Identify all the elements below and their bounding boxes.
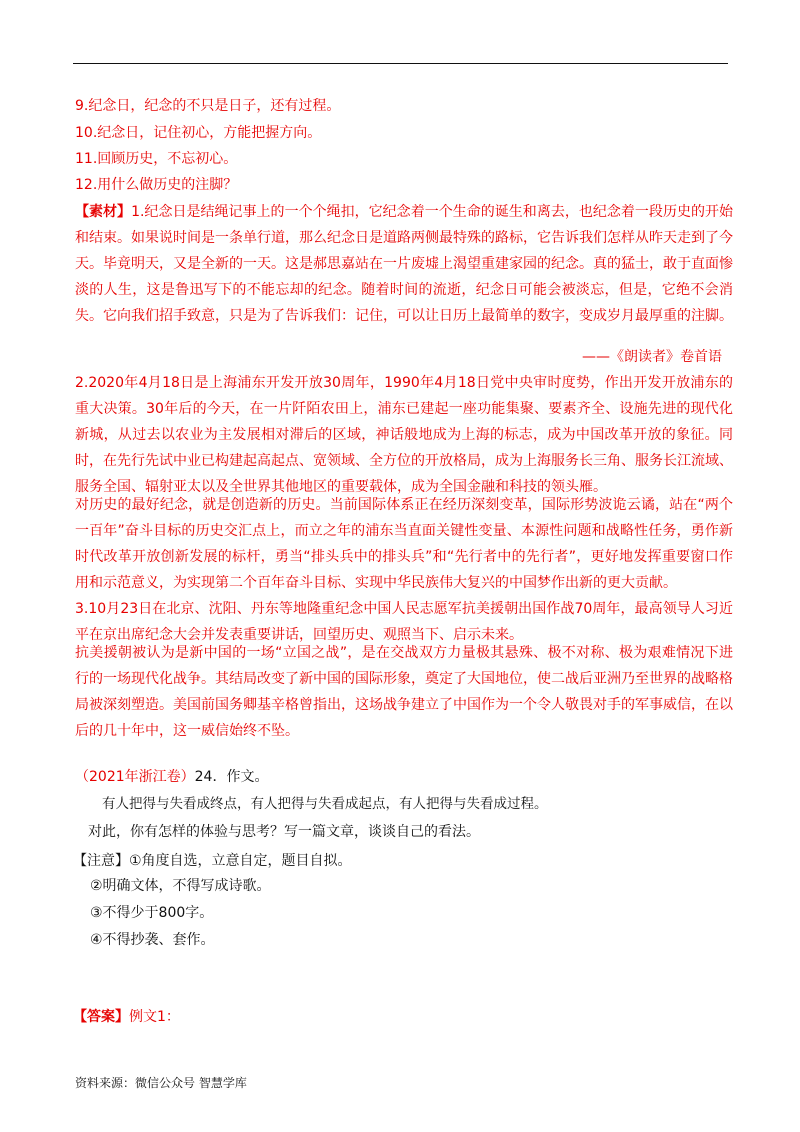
material-paragraph-2: 2.2020年4月18日是上海浦东开发开放30周年，1990年4月18日党中央审时度势，作出开发开放浦东的重大决策。30年后的今天，在一片阡陌农田上，浦东已建起一座功能集聚、要素齐全、设施先进的现代化新城，从过去以农业为主发展相对滞后的区域，神话般地成为上海的标志，成为中国改革开放的象征。同时，在先行先试中业已构建起高起点、宽领域、全方位的开放格局，成为上海服务长三角、服务长江流域、服务全国、辐射亚太以及全世界其他地区的重要载体，成为全国金融和科技的领头雁。 (75, 375, 733, 496)
list-item: 9.纪念日，纪念的不只是日子，还有过程。 (75, 98, 341, 114)
notice-item: ④不得抄袭、套作。 (90, 932, 215, 948)
question-source: （2021年浙江卷） (75, 769, 195, 785)
list-item: 10.纪念日，记住初心，方能把握方向。 (75, 125, 322, 141)
material-paragraph-5: 抗美援朝被认为是新中国的一场“立国之战”，是在交战双方力量极其悬殊、极不对称、极为艰难情况下进行的一场现代化战争。其结局改变了新中国的国际形象，奠定了大国地位，使二战后亚洲乃至世界的战略格局被深刻塑造。美国前国务卿基辛格曾指出，这场战争建立了中国作为一个令人敬畏对手的军事威信，在以后的几十年中，这一威信始终不坠。 (75, 645, 733, 740)
material-paragraph-1 (75, 199, 733, 329)
answer-text: 例文1： (129, 1009, 180, 1025)
header-rule (73, 63, 728, 64)
material-label: 【素材】 (75, 204, 132, 220)
notice-label: 【注意】 (73, 853, 129, 869)
question-heading (75, 767, 735, 787)
notice-item: ②明确文体，不得写成诗歌。 (90, 878, 271, 894)
notice-item: ①角度自选，立意自定，题目自拟。 (129, 853, 352, 869)
quote-source: ——《朗读者》卷首语 (582, 349, 722, 365)
answer-label: 【答案】 (73, 1009, 129, 1025)
list-item: 12.用什么做历史的注脚？ (75, 177, 238, 193)
question-instruction: 对此，你有怎样的体验与思考？写一篇文章，谈谈自己的看法。 (88, 824, 480, 840)
question-number: 24．作文。 (194, 769, 269, 785)
notice-line (73, 851, 733, 871)
material-paragraph-3: 对历史的最好纪念，就是创造新的历史。当前国际体系正在经历深刻变革，国际形势波诡云谲，站在“两个一百年”奋斗目标的历史交汇点上，而立之年的浦东当直面关键性变量、本源性问题和战略性任务，勇作新时代改革开放创新发展的标杆，勇当“排头兵中的排头兵”和“先行者中的先行者”，更好地发挥重要窗口作用和示范意义，为实现第二个百年奋斗目标、实现中华民族伟大复兴的中国梦作出新的更大贡献。 (75, 497, 733, 592)
material-paragraph-4: 3.10月23日在北京、沈阳、丹东等地隆重纪念中国人民志愿军抗美援朝出国作战70周年，最高领导人习近平在京出席纪念大会并发表重要讲话，回望历史、观照当下、启示未来。 (75, 601, 733, 644)
page-footer: 资料来源：微信公众号 智慧学库 (75, 1076, 247, 1090)
material-text: 1.纪念日是结绳记事上的一个个绳扣，它纪念着一个生命的诞生和离去，也纪念着一段历史的开始和结束。如果说时间是一条单行道，那么纪念日是道路两侧最特殊的路标，它告诉我们怎样从昨天走到了今天。毕竟明天，又是全新的一天。这是郝思嘉站在一片废墟上渴望重建家园的纪念。真的猛士，敢于直面惨淡的人生，这是鲁迅写下的不能忘却的纪念。随着时间的流逝，纪念日可能会被淡忘，但是，它绝不会消失。它向我们招手致意，只是为了告诉我们：记住，可以让日历上最简单的数字，变成岁月最厚重的注脚。 (75, 204, 734, 325)
list-item: 11.回顾历史，不忘初心。 (75, 151, 238, 167)
question-prompt: 有人把得与失看成终点，有人把得与失看成起点，有人把得与失看成过程。 (102, 796, 548, 812)
answer-heading (73, 1007, 733, 1027)
notice-item: ③不得少于800字。 (90, 905, 214, 921)
